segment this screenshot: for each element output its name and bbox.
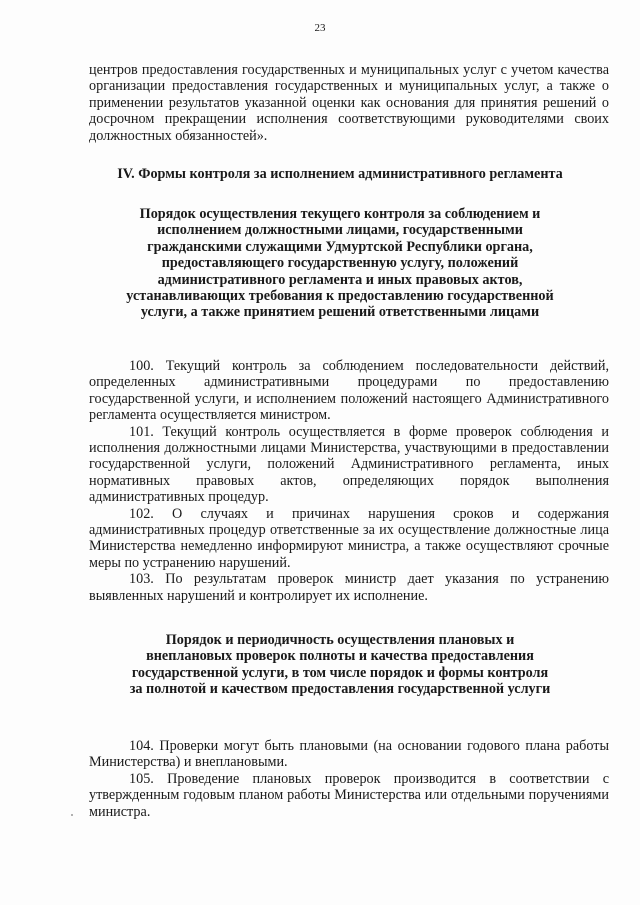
paragraph-105: 105. Проведение плановых проверок производится в соответствии с утвержденным годовым планом работы Министерства или отдельными поручениями министра. xyxy=(89,770,609,820)
section-body-1 xyxy=(89,358,609,604)
section-heading: IV. Формы контроля за исполнением административного регламента xyxy=(117,166,563,182)
intro-paragraph xyxy=(89,62,609,144)
scan-speck xyxy=(71,814,73,816)
subheading-planned-checks: Порядок и периодичность осуществления плановых и внеплановых проверок полноты и качества предоставления государственной услуги, в том числе порядок и формы контроля за полнотой и качеством предоставления государственной услуги xyxy=(129,632,551,698)
paragraph-102: 102. О случаях и причинах нарушения сроков и содержания административных процедур ответственные за их осуществление должностные лица Министерства немедленно информируют министра, а также осуществляют срочные меры по устранению нарушений. xyxy=(89,505,609,571)
intro-text: центров предоставления государственных и муниципальных услуг с учетом качества организации предоставления государственных и муниципальных услуг, а также о применении результатов указанной оценки как основания для принятия решений о досрочном прекращении исполнения соответствующими руководителями своих должностных обязанностей». xyxy=(89,62,609,144)
paragraph-103: 103. По результатам проверок министр дает указания по устранению выявленных нарушений и контролирует их исполнение. xyxy=(89,571,609,604)
section-body-2 xyxy=(89,738,609,820)
page-number: 23 xyxy=(314,22,326,34)
paragraph-104: 104. Проверки могут быть плановыми (на основании годового плана работы Министерства) и внеплановыми. xyxy=(89,738,609,771)
paragraph-101: 101. Текущий контроль осуществляется в форме проверок соблюдения и исполнения должностными лицами Министерства, участвующими в предоставлении государственной услуги, положений Административного регламента, иных нормативных правовых актов, определяющих порядок выполнения административных процедур. xyxy=(89,423,609,506)
subheading-current-control: Порядок осуществления текущего контроля за соблюдением и исполнением должностными лицами, государственными гражданскими служащими Удмуртской Республики органа, предоставляющего государственную услугу, положений административного регламента и иных правовых актов, устанавливающих требования к предоставлению государственной услуги, а также принятием решений ответственными лицами xyxy=(126,206,554,321)
paragraph-100: 100. Текущий контроль за соблюдением последовательности действий, определенных административными процедурами по предоставлению государственной услуги, и исполнением положений настоящего Административного регламента осуществляется министром. xyxy=(89,358,609,424)
